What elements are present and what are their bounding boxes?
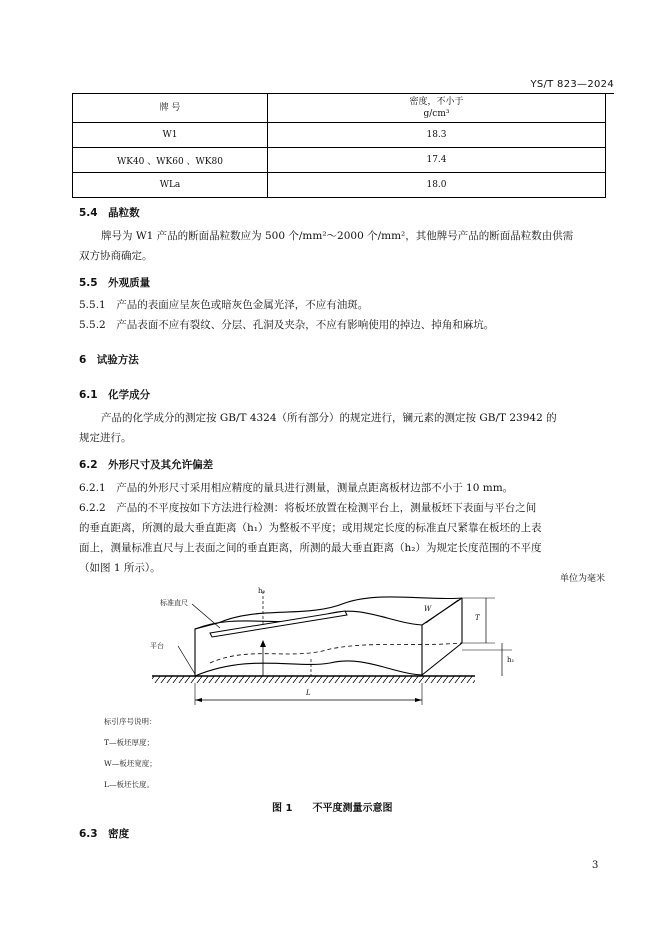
dim-T: T xyxy=(475,614,480,622)
header-density-label: 密度，不小于 xyxy=(409,97,464,107)
section-5-4-line2: 双方协商确定。 xyxy=(79,250,153,262)
dim-h1: h₁ xyxy=(507,656,515,664)
section-6-3-title: 6.3 密度 xyxy=(79,828,130,840)
legend-title: 标引序号说明： xyxy=(104,717,157,726)
section-6-2-2-line1: 6.2.2 产品的不平度按如下方法进行检测：将板坯放置在检测平台上，测量板坯下表面与平台之间 xyxy=(79,502,537,514)
legend-item: W—板坯宽度； xyxy=(104,759,157,768)
section-6-2-2-line4: （如图 1 所示）。 xyxy=(79,562,161,574)
section-6-1-line2: 规定进行。 xyxy=(79,432,132,444)
section-5-5-2: 5.5.2 产品表面不应有裂纹、分层、孔洞及夹杂，不应有影响使用的掉边、掉角和麻坑。 xyxy=(79,319,495,331)
flatness-figure xyxy=(140,583,530,708)
header-density-unit: g/cm³ xyxy=(423,109,450,119)
dim-L: L xyxy=(306,689,311,697)
header-density xyxy=(268,94,606,123)
unit-note: 单位为毫米 xyxy=(559,574,605,584)
label-platform: 平台 xyxy=(150,642,164,650)
cell-grade: W1 xyxy=(73,123,268,148)
section-6-2-1: 6.2.1 产品的外形尺寸采用相应精度的量具进行测量，测量点距离板材边部不小于 10 mm。 xyxy=(79,482,514,494)
dim-h2: h₂ xyxy=(258,587,266,595)
cell-grade: WK40 、WK60 、WK80 xyxy=(73,148,268,173)
section-6-2-title: 6.2 外形尺寸及其允许偏差 xyxy=(79,459,214,471)
cell-density: 18.0 xyxy=(268,173,606,198)
table-header-row xyxy=(73,94,606,123)
figure-caption: 图 1 不平度测量示意图 xyxy=(272,803,393,814)
cell-grade: WLa xyxy=(73,173,268,198)
section-5-4-line1: 牌号为 W1 产品的断面晶粒数应为 500 个/mm²～2000 个/mm²，其他牌号产品的断面晶粒数由供需 xyxy=(101,230,574,242)
legend-item: T—板坯厚度； xyxy=(104,738,155,747)
table-row xyxy=(73,148,606,173)
header-grade: 牌 号 xyxy=(73,94,268,123)
section-6-1-line1: 产品的化学成分的测定按 GB/T 4324（所有部分）的规定进行，镧元素的测定按 GB/T 23942 的 xyxy=(101,412,557,424)
label-standard-ruler: 标准直尺 xyxy=(160,599,188,607)
standard-ruler xyxy=(210,611,347,637)
section-5-5-1: 5.5.1 产品的表面应呈灰色或暗灰色金属光泽，不应有油斑。 xyxy=(79,299,369,311)
platform-hatch xyxy=(152,676,475,683)
section-6-1-title: 6.1 化学成分 xyxy=(79,389,151,401)
section-6-2-2-line2: 的垂直距离，所测的最大垂直距离（h₁）为整板不平度；或用规定长度的标准直尺紧靠在板坯的上表 xyxy=(79,522,542,534)
section-5-5-title: 5.5 外观质量 xyxy=(79,277,151,289)
document-code: YS/T 823—2024 xyxy=(530,79,614,90)
density-table xyxy=(72,93,606,198)
section-5-4-title: 5.4 晶粒数 xyxy=(79,207,140,219)
section-6-2-2-line3: 面上，测量标准直尺与上表面之间的垂直距离，所测的最大垂直距离（h₂）为规定长度范围的不平度 xyxy=(79,542,542,554)
page-number: 3 xyxy=(592,860,599,871)
table-row xyxy=(73,123,606,148)
section-6-title: 6 试验方法 xyxy=(79,354,139,366)
legend-item: L—板坯长度。 xyxy=(104,780,154,789)
dim-W: W xyxy=(424,605,432,613)
cell-density: 18.3 xyxy=(268,123,606,148)
table-row xyxy=(73,173,606,198)
cell-density: 17.4 xyxy=(268,148,606,173)
slab-hidden-bottom xyxy=(210,643,462,663)
